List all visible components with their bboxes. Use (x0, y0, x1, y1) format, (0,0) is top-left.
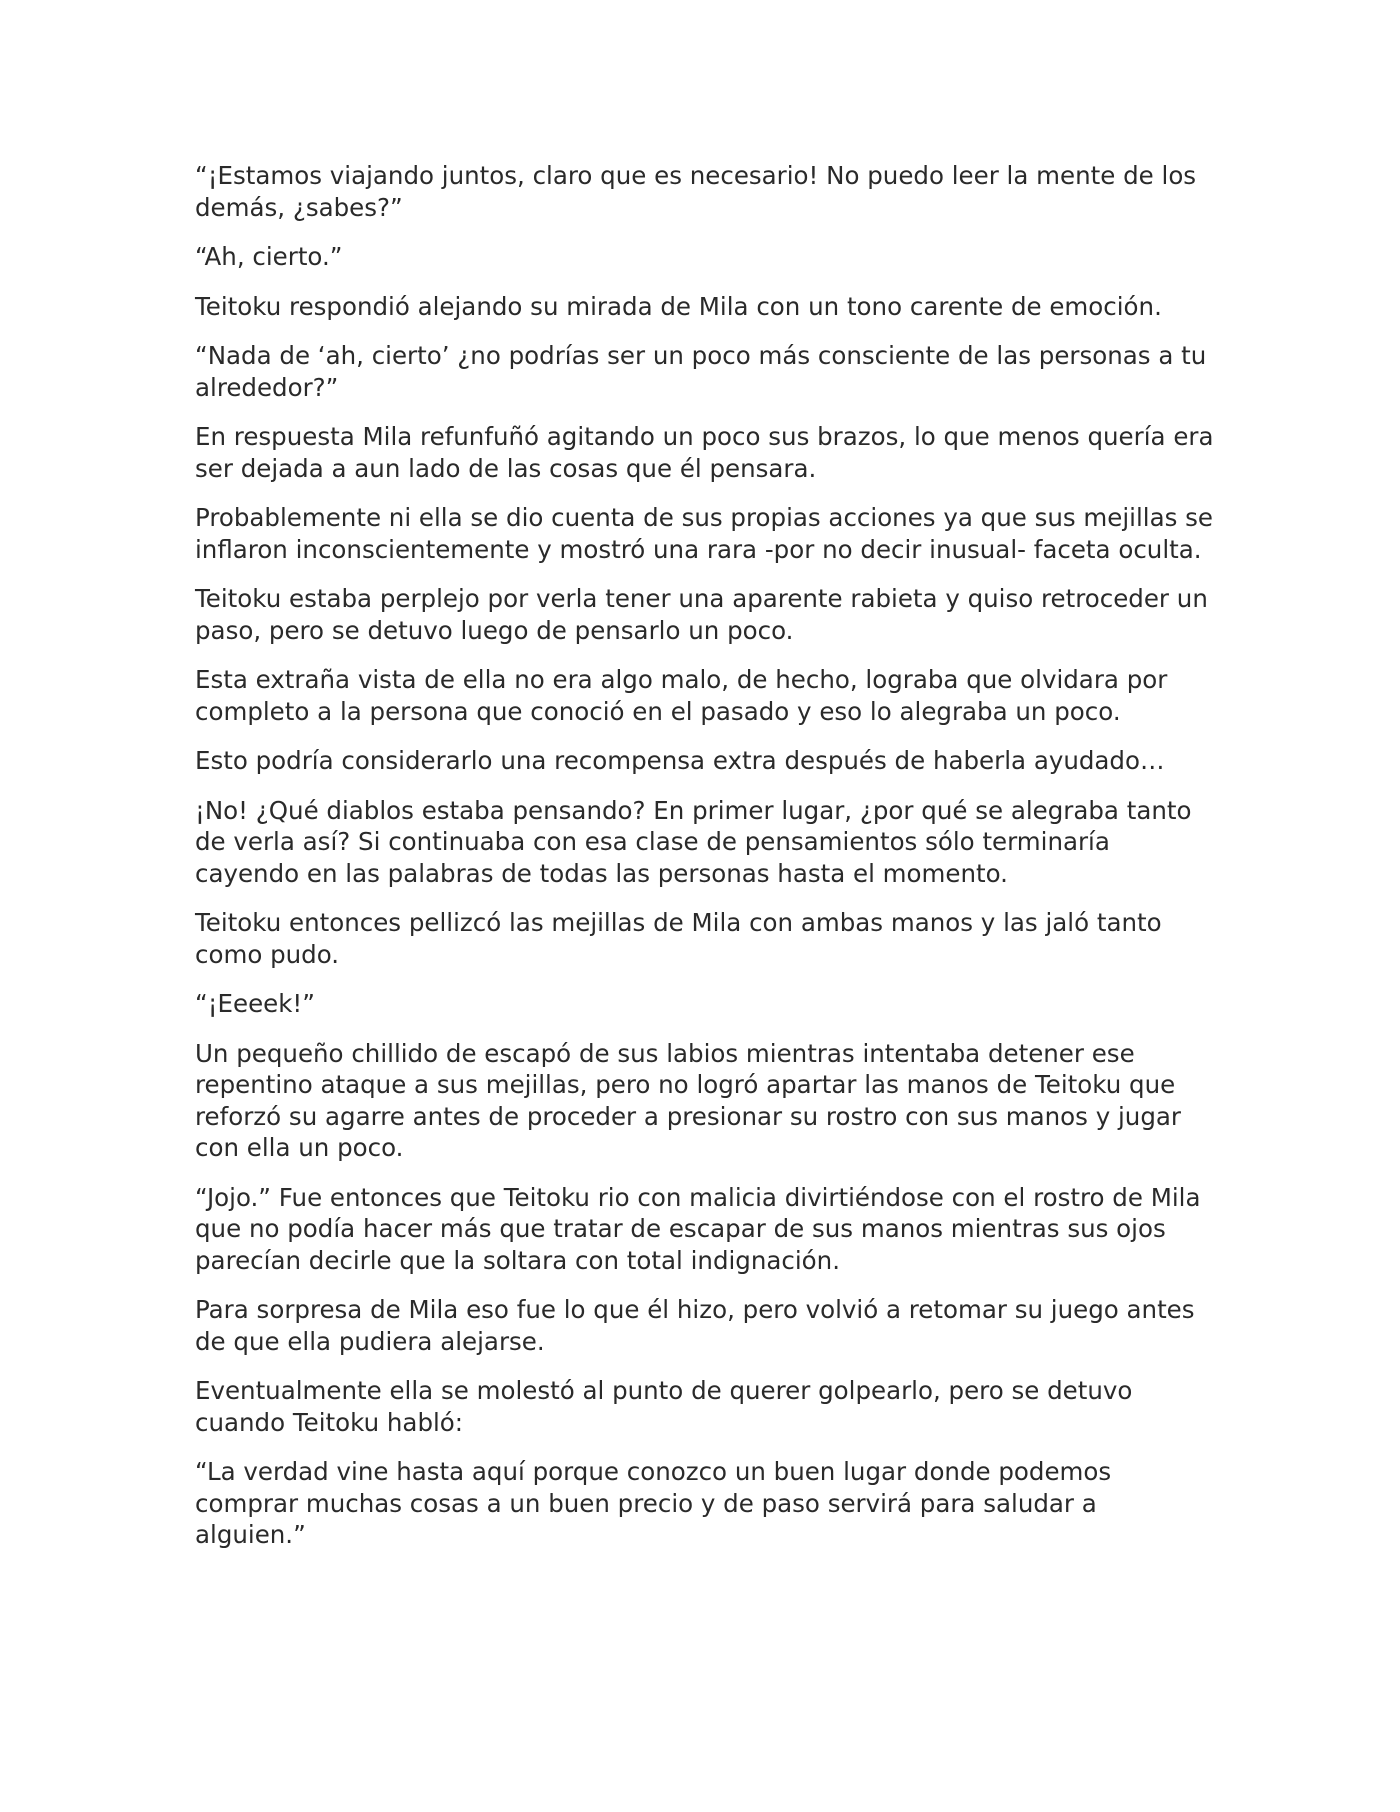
paragraph: “Nada de ‘ah, cierto’ ¿no podrías ser un poco más consciente de las personas a tu alrededor?” (195, 341, 1207, 402)
document-page (195, 160, 1215, 1569)
paragraph: Esto podría considerarlo una recompensa extra después de haberla ayudado… (195, 746, 1165, 775)
paragraph: Teitoku estaba perplejo por verla tener una aparente rabieta y quiso retroceder un paso, pero se detuvo luego de pensarlo un poco. (195, 584, 1208, 645)
paragraph: Teitoku entonces pellizcó las mejillas de Mila con ambas manos y las jaló tanto como pudo. (195, 908, 1162, 969)
paragraph: “¡Estamos viajando juntos, claro que es necesario! No puedo leer la mente de los demás, ¿sabes?” (195, 161, 1197, 222)
paragraph: “Jojo.” Fue entonces que Teitoku rio con malicia divirtiéndose con el rostro de Mila que no podía hacer más que tratar de escapar de sus manos mientras sus ojos parecían decirle que la soltara con total indignación. (195, 1182, 1201, 1275)
paragraph: Para sorpresa de Mila eso fue lo que él hizo, pero volvió a retomar su juego antes de que ella pudiera alejarse. (195, 1295, 1195, 1356)
paragraph: Eventualmente ella se molestó al punto de querer golpearlo, pero se detuvo cuando Teitoku habló: (195, 1376, 1133, 1437)
paragraph: “Ah, cierto.” (195, 242, 343, 271)
paragraph: Un pequeño chillido de escapó de sus labios mientras intentaba detener ese repentino ataque a sus mejillas, pero no logró apartar las manos de Teitoku que reforzó su agarre antes de proceder a presionar su rostro con sus manos y jugar con ella un poco. (195, 1038, 1181, 1162)
paragraph: Teitoku respondió alejando su mirada de Mila con un tono carente de emoción. (195, 291, 1162, 321)
paragraph: “La verdad vine hasta aquí porque conozco un buen lugar donde podemos comprar muchas cosas a un buen precio y de paso servirá para saludar a alguien.” (195, 1457, 1112, 1549)
paragraph: Probablemente ni ella se dio cuenta de sus propias acciones ya que sus mejillas se inflaron inconscientemente y mostró una rara -por no decir inusual- faceta oculta. (195, 503, 1213, 564)
paragraph: ¡No! ¿Qué diablos estaba pensando? En primer lugar, ¿por qué se alegraba tanto de verla así? Si continuaba con esa clase de pensamientos sólo terminaría cayendo en las palabras de todas las personas hasta el momento. (195, 795, 1192, 888)
paragraph: “¡Eeeek!” (195, 989, 315, 1018)
paragraph: Esta extraña vista de ella no era algo malo, de hecho, lograba que olvidara por completo a la persona que conoció en el pasado y eso lo alegraba un poco. (195, 665, 1168, 726)
paragraph: En respuesta Mila refunfuñó agitando un poco sus brazos, lo que menos quería era ser dejada a aun lado de las cosas que él pensara. (195, 422, 1214, 483)
